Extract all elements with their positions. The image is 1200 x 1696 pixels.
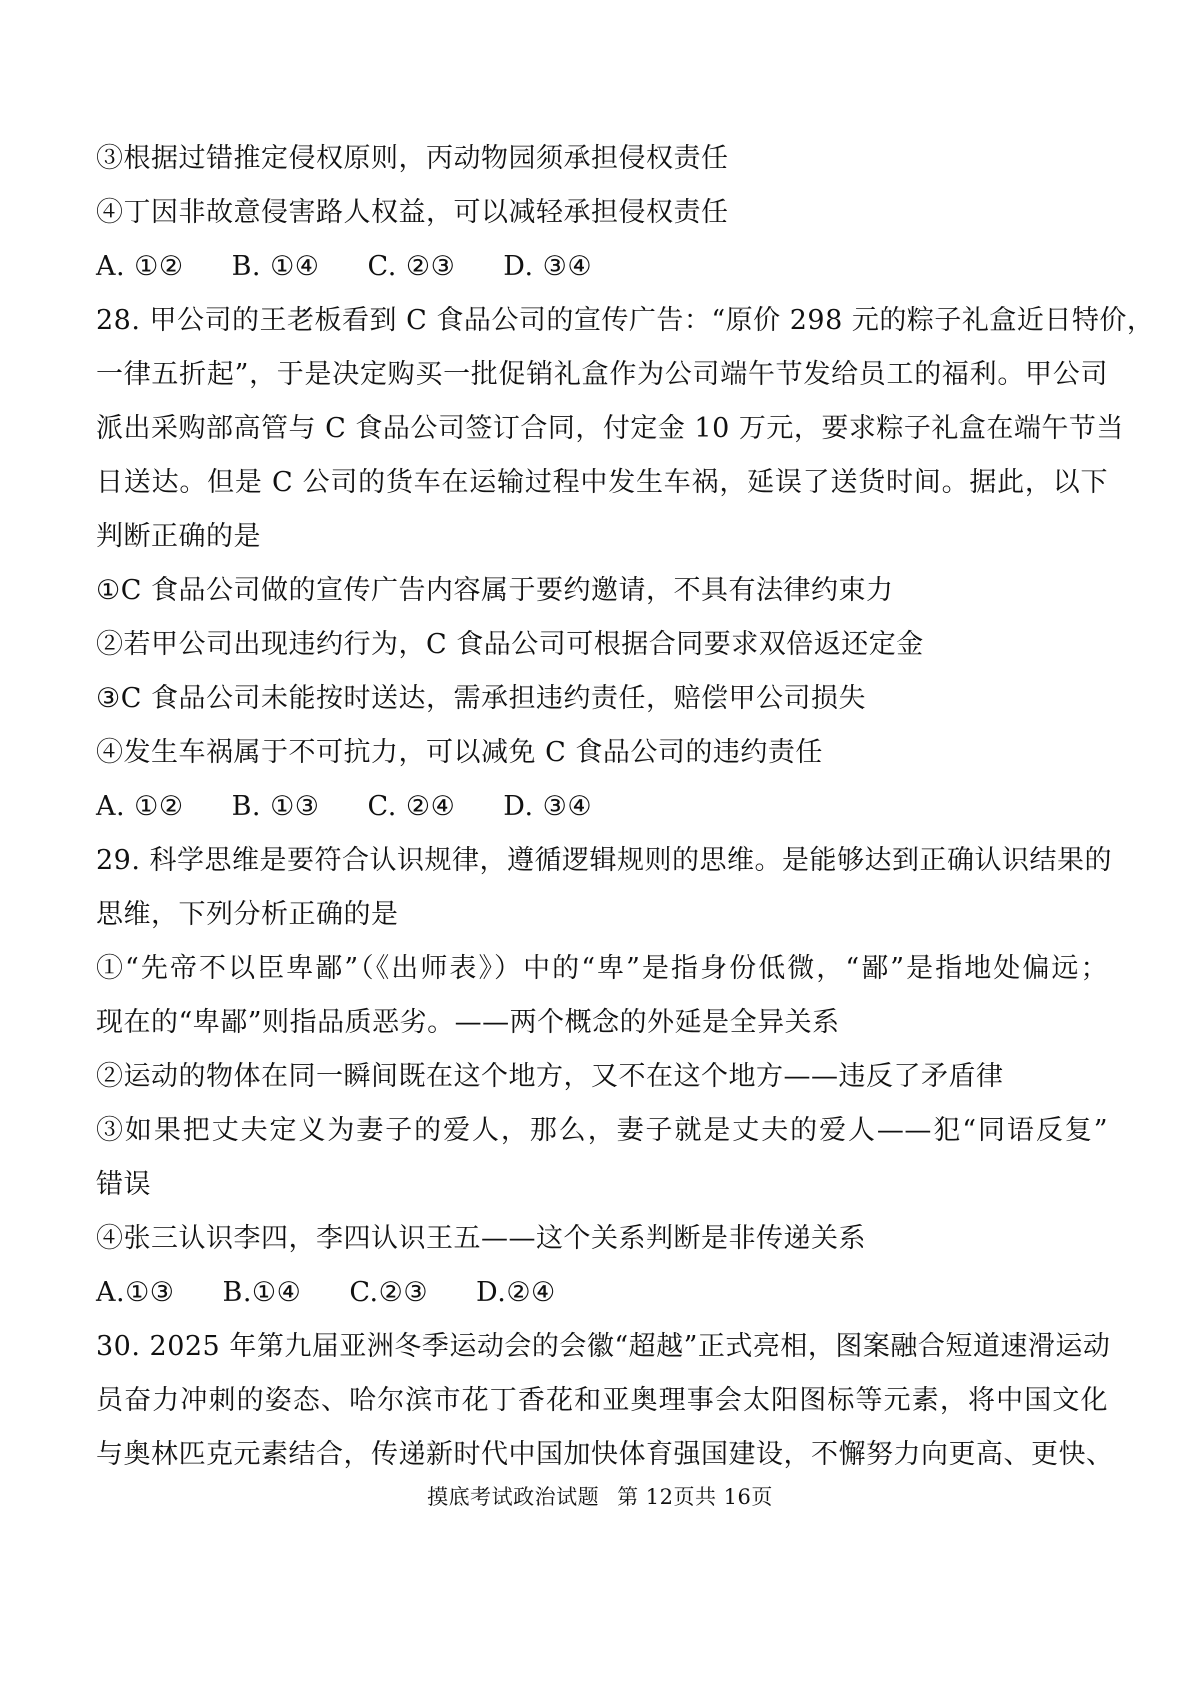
q28-stem-line: 日送达。但是 C 公司的货车在运输过程中发生车祸，延误了送货时间。据此，以下 [96, 467, 1108, 498]
q27-options [96, 240, 1108, 294]
q29-stem-line: 思维，下列分析正确的是 [96, 899, 399, 930]
q30-stem-line: 员奋力冲刺的姿态、哈尔滨市花丁香花和亚奥理事会太阳图标等元素，将中国文化 [96, 1385, 1108, 1416]
q27-option-c: C. ②③ [367, 251, 456, 282]
q27-option-a: A. ①② [96, 251, 184, 282]
page-footer [0, 1481, 1200, 1511]
q28-stem-line: 一律五折起”，于是决定购买一批促销礼盒作为公司端午节发给员工的福利。甲公司 [96, 359, 1108, 390]
q28-option-a: A. ①② [96, 791, 184, 822]
q29-option-d: D.②④ [476, 1277, 556, 1308]
q29-item-4: ④张三认识李四，李四认识王五——这个关系判断是非传递关系 [96, 1223, 866, 1254]
q27-item-3: ③根据过错推定侵权原则，丙动物园须承担侵权责任 [96, 143, 729, 174]
q29-stem-line: 29. 科学思维是要符合认识规律，遵循逻辑规则的思维。是能够达到正确认识结果的 [96, 845, 1113, 876]
q28-item-3: ③C 食品公司未能按时送达，需承担违约责任，赔偿甲公司损失 [96, 683, 866, 714]
q30-stem-line: 30. 2025 年第九届亚洲冬季运动会的会徽“超越”正式亮相，图案融合短道速滑运动 [96, 1331, 1111, 1362]
q29-options [96, 1266, 1108, 1320]
q28-option-c: C. ②④ [367, 791, 456, 822]
page-content [96, 132, 1155, 1482]
q28-stem-line: 派出采购部高管与 C 食品公司签订合同，付定金 10 万元，要求粽子礼盒在端午节当 [96, 413, 1124, 444]
q29-item-1-line: 现在的“卑鄙”则指品质恶劣。——两个概念的外延是全异关系 [96, 1007, 840, 1038]
q27-item-4: ④丁因非故意侵害路人权益，可以减轻承担侵权责任 [96, 197, 729, 228]
q28-options [96, 780, 1108, 834]
q29-item-3-line: ③如果把丈夫定义为妻子的爱人，那么，妻子就是丈夫的爱人——犯“同语反复” [96, 1115, 1108, 1146]
q28-item-2: ②若甲公司出现违约行为，C 食品公司可根据合同要求双倍返还定金 [96, 629, 924, 660]
q28-stem-line: 28. 甲公司的王老板看到 C 食品公司的宣传广告：“原价 298 元的粽子礼盒近日特价， [96, 305, 1155, 336]
footer-title: 摸底考试政治试题 [427, 1485, 600, 1509]
q29-option-b: B.①④ [222, 1277, 302, 1308]
q29-item-2: ②运动的物体在同一瞬间既在这个地方，又不在这个地方——违反了矛盾律 [96, 1061, 1004, 1092]
q29-item-1-line: ①“先帝不以臣卑鄙”（《出师表》）中的“卑”是指身份低微，“鄙”是指地处偏远； [96, 953, 1108, 984]
q30-stem-line: 与奥林匹克元素结合，传递新时代中国加快体育强国建设，不懈努力向更高、更快、 [96, 1439, 1114, 1470]
q29-item-3-line: 错误 [96, 1169, 151, 1200]
footer-page-number: 第 12页共 16页 [617, 1485, 773, 1509]
q28-item-4: ④发生车祸属于不可抗力，可以减免 C 食品公司的违约责任 [96, 737, 823, 768]
q28-option-d: D. ③④ [503, 791, 593, 822]
q29-option-a: A.①③ [96, 1277, 175, 1308]
q27-option-b: B. ①④ [231, 251, 320, 282]
q29-option-c: C.②③ [349, 1277, 429, 1308]
q28-option-b: B. ①③ [231, 791, 320, 822]
q27-option-d: D. ③④ [503, 251, 593, 282]
q28-stem-line: 判断正确的是 [96, 521, 261, 552]
q28-item-1: ①C 食品公司做的宣传广告内容属于要约邀请，不具有法律约束力 [96, 575, 894, 606]
